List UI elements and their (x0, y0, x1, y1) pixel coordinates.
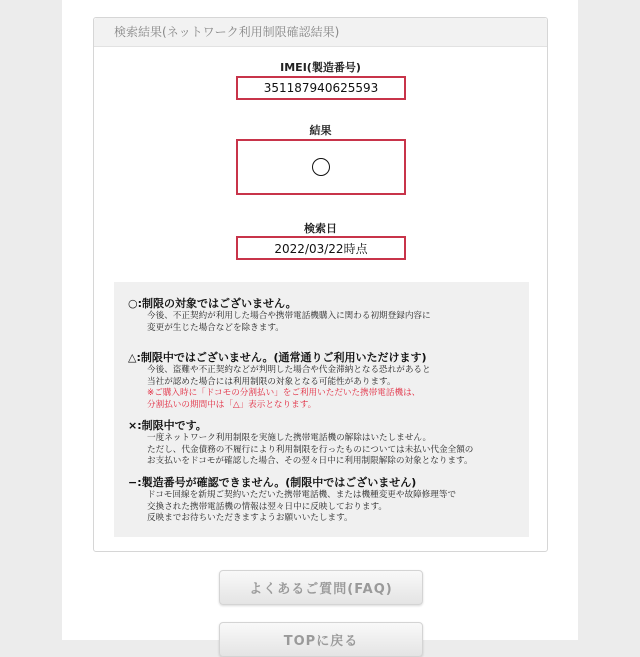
result-panel (93, 17, 548, 552)
result-label: 結果 (309, 124, 332, 137)
legend-body (128, 490, 520, 525)
legend-head: △:制限中ではございません。(通常通りご利用いただけます) (128, 351, 427, 364)
legend-item-unknown (128, 475, 520, 525)
imei-field (236, 76, 406, 100)
legend-warning-line: ※ご購入時に「ドコモの分割払い」をご利用いただいた携帯電話機は、 (147, 388, 421, 398)
result-box (236, 139, 406, 195)
faq-button[interactable]: よくあるご質問(FAQ) (219, 570, 423, 605)
circle-mark-icon (312, 158, 330, 176)
legend-line: 当社が認めた場合には利用制限の対象となる可能性があります。 (147, 376, 396, 387)
legend-line: 一度ネットワーク利用制限を実施した携帯電話機の解除はいたしません。 (147, 433, 432, 443)
legend-body (128, 365, 520, 411)
legend-warning-line: 分割払いの期間中は「△」表示となります。 (147, 399, 317, 410)
legend-head: −:製造番号が確認できません。(制限中ではございません) (128, 476, 417, 489)
legend-item-not-restricted (128, 296, 520, 334)
search-date-value: 2022/03/22時点 (274, 241, 368, 256)
imei-value: 351187940625593 (263, 81, 379, 95)
legend-line: 交換された携帯電話機の情報は翌々日中に反映しております。 (147, 501, 387, 512)
legend-body (128, 433, 520, 468)
search-date-label: 検索日 (304, 222, 337, 235)
legend-box (114, 282, 529, 537)
legend-head: ○:制限の対象ではございません。 (128, 297, 297, 310)
legend-line: 今後、盗難や不正契約などが判明した場合や代金滞納となる恐れがあると (147, 365, 431, 375)
panel-title: 検索結果(ネットワーク利用制限確認結果) (94, 18, 547, 47)
legend-head: ×:制限中です。 (128, 419, 207, 432)
top-button[interactable]: TOPに戻る (219, 622, 423, 657)
legend-line: ドコモ回線を新規ご契約いただいた携帯電話機、または機種変更や故障修理等で (147, 490, 457, 500)
legend-line: 反映までお待ちいただきますようお願いいたします。 (147, 513, 353, 523)
imei-label: IMEI(製造番号) (280, 61, 361, 74)
legend-body (128, 311, 520, 334)
legend-line: お支払いをドコモが確認した場合、その翌々日中に利用制限解除の対象となります。 (147, 456, 473, 466)
legend-line: 変更が生じた場合などを除きます。 (147, 322, 284, 333)
legend-line: 今後、不正契約が利用した場合や携帯電話機購入に関わる初期登録内容に (147, 311, 431, 321)
legend-item-restricted (128, 418, 520, 468)
legend-line: ただし、代金債務の不履行により利用制限を行ったものについては未払い代金全額の (147, 444, 474, 455)
legend-item-triangle (128, 350, 520, 411)
search-date-field (236, 236, 406, 260)
